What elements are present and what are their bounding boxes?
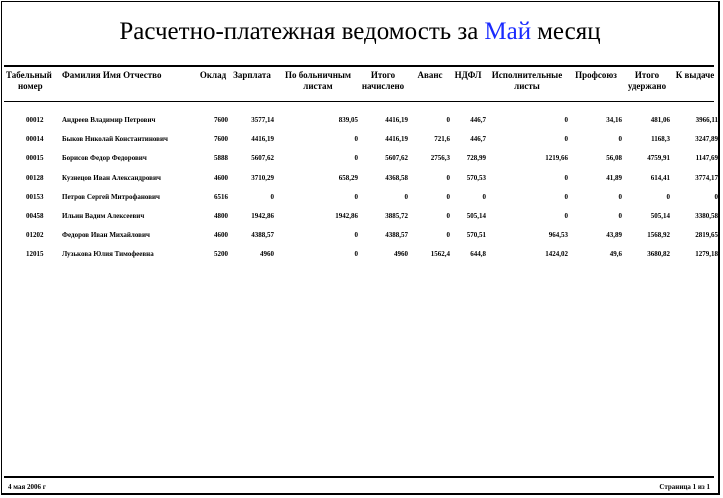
cell-tab-number: 12015 [26, 250, 44, 259]
column-header-line1: НДФЛ [454, 70, 482, 80]
cell-tab-number: 00458 [26, 212, 44, 220]
cell-writs: 0 [564, 173, 568, 182]
cell-union-fee: 49,6 [609, 250, 622, 259]
cell-total-withheld: 1168,3 [651, 135, 670, 144]
cell-sick-leave: 839,05 [338, 116, 358, 124]
cell-sick-leave: 0 [354, 250, 358, 259]
column-header-total-accrued [358, 70, 408, 92]
cell-sick-leave: 1942,86 [335, 212, 358, 220]
cell-base-salary: 4800 [214, 212, 228, 220]
column-header-line1: Зарплата [233, 70, 271, 80]
cell-base-salary: 7600 [214, 135, 228, 144]
column-header-base-salary [198, 70, 228, 81]
cell-full-name: Федоров Иван Михайлович [62, 231, 150, 240]
column-header-salary [230, 70, 274, 81]
column-header-line2: начислено [361, 81, 405, 91]
cell-advance: 0 [446, 192, 450, 201]
column-header-full-name [62, 70, 198, 81]
header-top-rule [4, 65, 714, 67]
cell-union-fee: 43,89 [606, 231, 622, 240]
cell-salary: 0 [270, 192, 274, 201]
cell-sick-leave: 0 [354, 135, 358, 144]
cell-total-withheld: 614,41 [650, 173, 670, 182]
column-header-line2: листы [514, 81, 540, 91]
column-header-line1: К выдаче [675, 70, 715, 80]
cell-advance: 0 [446, 212, 450, 220]
cell-salary: 5607,62 [251, 154, 274, 163]
report-page [1, 1, 720, 495]
cell-ndfl: 728,99 [466, 154, 486, 163]
column-header-line1: Профсоюз [575, 70, 617, 80]
cell-total-withheld: 505,14 [650, 212, 670, 220]
cell-salary: 3577,14 [251, 116, 274, 124]
column-header-line1: Фамилия Имя Отчество [62, 70, 162, 80]
cell-total-withheld: 0 [666, 192, 670, 201]
cell-tab-number: 00015 [26, 154, 44, 163]
title-prefix: Расчетно-платежная ведомость за [119, 18, 479, 45]
column-header-line1: Табельный [6, 70, 52, 80]
cell-total-accrued: 3885,72 [385, 212, 408, 220]
cell-full-name: Борисов Федор Федорович [62, 154, 147, 163]
cell-to-pay: 1279,18 [695, 250, 718, 259]
cell-sick-leave: 658,29 [338, 173, 358, 182]
cell-tab-number: 00128 [26, 173, 44, 182]
cell-union-fee: 34,16 [606, 116, 622, 124]
cell-advance: 721,6 [434, 135, 450, 144]
column-header-advance [410, 70, 450, 81]
cell-union-fee: 0 [618, 212, 622, 220]
cell-to-pay: 1147,69 [695, 154, 718, 163]
report-title [2, 16, 718, 48]
cell-writs: 0 [564, 135, 568, 144]
cell-sick-leave: 0 [354, 231, 358, 240]
cell-writs: 0 [564, 192, 568, 201]
cell-base-salary: 7600 [214, 116, 228, 124]
column-header-line1: Исполнительные [491, 70, 563, 80]
title-suffix: месяц [537, 18, 601, 45]
cell-base-salary: 5200 [214, 250, 228, 259]
cell-union-fee: 56,08 [606, 154, 622, 163]
cell-tab-number: 00153 [26, 192, 44, 201]
cell-writs: 1424,02 [545, 250, 568, 259]
cell-full-name: Ильин Вадим Алексеевич [62, 212, 145, 220]
cell-sick-leave: 0 [354, 192, 358, 201]
cell-total-withheld: 3680,82 [647, 250, 670, 259]
cell-advance: 0 [446, 231, 450, 240]
cell-total-accrued: 4368,58 [385, 173, 408, 182]
cell-advance: 0 [446, 173, 450, 182]
cell-salary: 3710,29 [251, 173, 274, 182]
cell-tab-number: 00014 [26, 135, 44, 144]
footer-page-number: Страница 1 из 1 [659, 483, 710, 491]
title-month: Май [484, 18, 532, 45]
cell-full-name: Быков Николай Константинович [62, 135, 168, 144]
cell-total-withheld: 481,06 [650, 116, 670, 124]
cell-salary: 4388,57 [251, 231, 274, 240]
cell-advance: 2756,3 [430, 154, 450, 163]
cell-base-salary: 4600 [214, 231, 228, 240]
column-header-writs [486, 70, 568, 92]
cell-full-name: Лузькова Юлия Тимофеевна [62, 250, 154, 259]
cell-base-salary: 6516 [214, 192, 228, 201]
column-header-line1: Аванс [417, 70, 443, 80]
column-header-line1: Итого [634, 70, 660, 80]
cell-full-name: Кузнецов Иван Александрович [62, 173, 161, 182]
cell-to-pay: 3247,89 [695, 135, 718, 144]
cell-total-accrued: 4416,19 [385, 116, 408, 124]
cell-to-pay: 3380,58 [695, 212, 718, 220]
cell-to-pay: 2819,65 [695, 231, 718, 240]
cell-total-accrued: 4416,19 [385, 135, 408, 144]
column-header-line2: удержано [627, 81, 667, 91]
column-header-line1: Итого [370, 70, 396, 80]
column-header-to-pay [672, 70, 718, 81]
footer-rule [4, 476, 714, 478]
column-header-ndfl [450, 70, 486, 81]
cell-to-pay: 0 [714, 192, 718, 201]
cell-total-accrued: 0 [404, 192, 408, 201]
column-header-line1: По больничным [284, 70, 352, 80]
cell-union-fee: 0 [618, 135, 622, 144]
column-header-line1: Оклад [199, 70, 227, 80]
cell-ndfl: 505,14 [466, 212, 486, 220]
column-header-tab-number [6, 70, 58, 92]
header-bottom-rule [4, 101, 714, 102]
cell-ndfl: 570,51 [466, 231, 486, 240]
column-header-line2: листам [303, 81, 333, 91]
column-header-sick-leave [278, 70, 358, 92]
cell-salary: 4416,19 [251, 135, 274, 144]
cell-total-withheld: 1568,92 [647, 231, 670, 240]
cell-ndfl: 0 [482, 192, 486, 201]
cell-writs: 1219,66 [545, 154, 568, 163]
footer-date: 4 мая 2006 г [8, 483, 46, 491]
cell-writs: 964,53 [548, 231, 568, 240]
cell-ndfl: 644,8 [470, 250, 486, 259]
cell-ndfl: 570,53 [466, 173, 486, 182]
column-header-line2: номер [18, 81, 43, 91]
cell-total-withheld: 4759,91 [647, 154, 670, 163]
cell-union-fee: 0 [618, 192, 622, 201]
cell-total-accrued: 5607,62 [385, 154, 408, 163]
cell-sick-leave: 0 [354, 154, 358, 163]
cell-full-name: Андреев Владимир Петрович [62, 116, 156, 124]
cell-salary: 4960 [260, 250, 274, 259]
column-header-total-withheld [624, 70, 670, 92]
cell-to-pay: 3966,11 [695, 116, 718, 124]
cell-total-accrued: 4388,57 [385, 231, 408, 240]
cell-base-salary: 5888 [214, 154, 228, 163]
cell-tab-number: 01202 [26, 231, 44, 240]
cell-writs: 0 [564, 212, 568, 220]
cell-full-name: Петров Сергей Митрофанович [62, 192, 160, 201]
cell-salary: 1942,86 [251, 212, 274, 220]
column-header-union-fee [570, 70, 622, 81]
cell-advance: 0 [446, 116, 450, 124]
cell-to-pay: 3774,17 [695, 173, 718, 182]
cell-tab-number: 00012 [26, 116, 44, 124]
cell-ndfl: 446,7 [470, 116, 486, 124]
cell-union-fee: 41,89 [606, 173, 622, 182]
cell-ndfl: 446,7 [470, 135, 486, 144]
cell-total-accrued: 4960 [394, 250, 408, 259]
cell-writs: 0 [564, 116, 568, 124]
cell-advance: 1562,4 [430, 250, 450, 259]
cell-base-salary: 4600 [214, 173, 228, 182]
